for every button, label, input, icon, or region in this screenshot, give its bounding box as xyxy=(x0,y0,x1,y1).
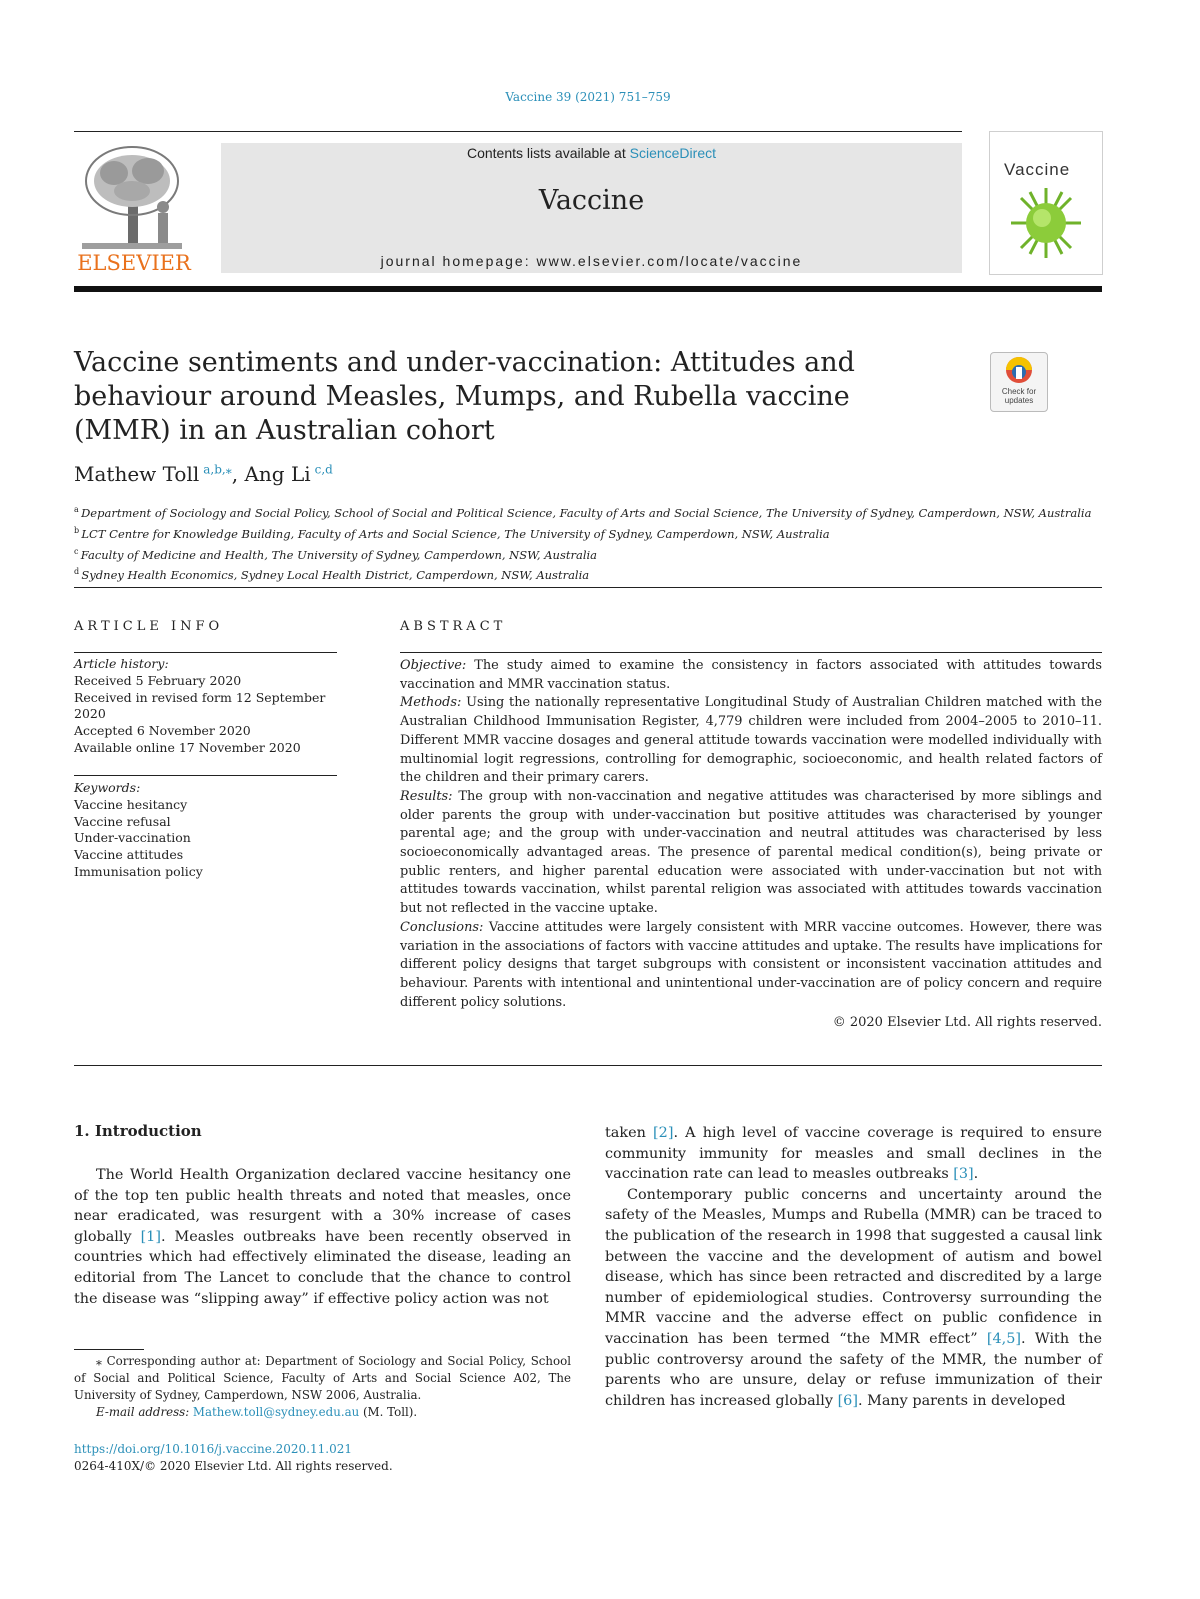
doi-block xyxy=(74,1441,393,1475)
affiliation-mark: a xyxy=(74,505,79,514)
keyword-item: Immunisation policy xyxy=(74,863,203,879)
body-text: . With the public controversy around the safety of the MMR, the number of parents who are unsure, delay or refuse immunization of their children has increased globally xyxy=(605,1330,1102,1409)
article-history xyxy=(74,656,344,757)
elsevier-logo xyxy=(74,143,194,275)
corresponding-author-note: ⁎ Corresponding author at: Department of Sociology and Social Policy, School of Social and Political Science, Faculty of Arts and Social Science A02, The University of Sydney, Camperdown, NSW 2006, Australia. xyxy=(74,1354,571,1402)
keyword-item: Under-vaccination xyxy=(74,830,191,846)
author-name[interactable]: Mathew Toll xyxy=(74,462,200,486)
publisher-name: ELSEVIER xyxy=(77,251,191,275)
keyword-item: Vaccine hesitancy xyxy=(74,796,188,812)
journal-homepage[interactable]: journal homepage: www.elsevier.com/locate/vaccine xyxy=(380,253,803,269)
abstract-methods xyxy=(400,694,1102,788)
body-paragraph xyxy=(605,1123,1102,1185)
article-title: Vaccine sentiments and under-vaccination: Attitudes and behaviour around Measles, Mumps, and Rubella vaccine (MMR) in an Australian cohort xyxy=(74,347,855,446)
body-paragraph xyxy=(605,1185,1102,1412)
citation-link[interactable]: [3] xyxy=(953,1166,974,1183)
email-label: E-mail address: xyxy=(96,1405,193,1419)
check-for-updates-button[interactable] xyxy=(990,352,1048,412)
body-text: Contemporary public concerns and uncertainty around the safety of the Measles, Mumps and Rubella (MMR) can be traced to the publication of the research in 1998 that suggested a causal link between the vaccine and the development of autism and bowel disease, which has since been retracted and discredited by a large number of epidemiological studies. Controversy surrounding the MMR vaccine and the adverse effect on public confidence in vaccination has been termed “the MMR effect” xyxy=(605,1186,1102,1347)
author-affiliation-marks[interactable]: a,b,⁎ xyxy=(203,462,232,477)
affiliation-item xyxy=(74,543,1114,564)
abstract-body xyxy=(400,657,1102,1012)
section-heading: 1. Introduction xyxy=(74,1122,202,1140)
author-list: Mathew Toll $^{a,b,⁎}$, Ang Li $^{c,d}$ xyxy=(74,462,333,486)
journal-name: Vaccine xyxy=(538,185,645,216)
cover-title: Vaccine xyxy=(1004,160,1071,179)
author-affiliation-marks[interactable]: c,d xyxy=(314,462,333,477)
issn-line: 0264-410X/© 2020 Elsevier Ltd. All rights reserved. xyxy=(74,1459,393,1473)
contents-prefix: Contents lists available at xyxy=(466,145,630,161)
body-column-left xyxy=(74,1165,571,1309)
citation-link[interactable]: [1] xyxy=(140,1228,161,1245)
sciencedirect-link[interactable]: ScienceDirect xyxy=(629,145,716,161)
results-text: The group with non-vaccination and negative attitudes was characterised by more siblings and older parents the group with under-vaccination but positive attitudes was characterised by younger parental age; and the group with under-vaccination and neutral attitudes was characterised by less socioeconomically advantaged areas. The presence of parental medical condition(s), being private or public renters, and higher parental education were associated with under-vaccination but not with attitudes towards vaccination, whilst parental religion was associated with attitudes towards vaccination but not reflected in the vaccine uptake. xyxy=(400,788,1102,917)
abstract-results xyxy=(400,788,1102,919)
affiliation-item xyxy=(74,522,1114,543)
affiliation-item xyxy=(74,501,1114,522)
body-rule xyxy=(74,1065,1102,1066)
article-info-rule xyxy=(74,652,337,653)
body-text: . Measles outbreaks have been recently observed in countries which had effectively eliminated the disease, leading an editorial from The Lancet to conclude that the chance to control the disease was “slipping away” if effective policy action was not xyxy=(74,1228,572,1307)
conclusions-label: Conclusions: xyxy=(400,919,484,935)
history-item: Accepted 6 November 2020 xyxy=(74,723,251,739)
article-info-heading: ARTICLE INFO xyxy=(74,619,224,634)
doi-link[interactable]: https://doi.org/10.1016/j.vaccine.2020.11.021 xyxy=(74,1442,352,1456)
methods-label: Methods: xyxy=(400,695,462,711)
objective-label: Objective: xyxy=(400,658,467,673)
journal-reference-link[interactable]: Vaccine 39 (2021) 751–759 xyxy=(505,90,671,104)
keyword-item: Vaccine attitudes xyxy=(74,847,184,863)
methods-text: Using the nationally representative Longitudinal Study of Australian Children matched with the Australian Childhood Immunisation Register, 4,779 children were included from 2004–2005 to 2010–11. Different MMR vaccine dosages and general attitude towards vaccination were modelled individually with multinomial logit regressions, controlling for demographic, socioeconomic, and health related factors of the children and their primary carers. xyxy=(400,695,1102,786)
crossmark-label: Check for updates xyxy=(1001,387,1037,405)
header-thick-rule xyxy=(74,286,1102,292)
keywords xyxy=(74,780,344,881)
body-text: The World Health Organization declared vaccine hesitancy one of the top ten public health threats and noted that measles, once near eradicated, was resurgent with a 30% increase of cases globally xyxy=(74,1167,571,1245)
history-label: Article history: xyxy=(74,656,169,671)
virus-icon xyxy=(990,132,1102,274)
abstract-conclusions xyxy=(400,919,1102,1013)
journal-cover xyxy=(989,131,1103,275)
body-text: taken xyxy=(605,1125,654,1141)
abstract-heading: ABSTRACT xyxy=(400,619,507,634)
affiliation-text: Department of Sociology and Social Policy, School of Social and Political Science, Faculty of Arts and Social Science, The University of Sydney, Camperdown, NSW, Australia xyxy=(81,505,1092,520)
abstract-objective xyxy=(400,657,1102,694)
affiliation-text: Faculty of Medicine and Health, The University of Sydney, Camperdown, NSW, Australia xyxy=(80,547,598,562)
email-line xyxy=(74,1404,571,1421)
body-text: . A high level of vaccine coverage is required to ensure community immunity for measles and small declines in the vaccination rate can lead to measles outbreaks xyxy=(605,1125,1102,1183)
affiliation-mark: c xyxy=(74,546,79,556)
corresponding-footnote xyxy=(74,1353,571,1421)
header-rule xyxy=(74,131,962,132)
history-item: Received in revised form 12 September 2020 xyxy=(74,689,326,722)
author-name[interactable]: Ang Li xyxy=(244,462,311,486)
objective-text: The study aimed to examine the consistency in factors associated with attitudes towards vaccination and MMR vaccination status. xyxy=(400,658,1102,692)
affiliation-mark: d xyxy=(74,567,80,577)
history-item: Available online 17 November 2020 xyxy=(74,739,301,755)
affiliation-text: LCT Centre for Knowledge Building, Faculty of Arts and Social Science, The University of Sydney, Camperdown, NSW, Australia xyxy=(81,526,830,541)
affiliations xyxy=(74,501,1114,584)
keyword-item: Vaccine refusal xyxy=(74,813,171,829)
email-suffix: (M. Toll). xyxy=(359,1405,418,1419)
email-link[interactable]: Mathew.toll@sydney.edu.au xyxy=(192,1405,360,1419)
journal-banner xyxy=(221,143,962,273)
citation-link[interactable]: [2] xyxy=(653,1125,674,1141)
affiliation-item xyxy=(74,563,1114,584)
citation-link[interactable]: [6] xyxy=(837,1392,858,1409)
keywords-rule xyxy=(74,775,337,776)
conclusions-text: Vaccine attitudes were largely consistent with MRR vaccine outcomes. However, there was variation in the associations of factors with vaccine attitudes and uptake. The results have implications for different policy designs that target subgroups with consistent or inconsistent vaccination attitudes and behaviour. Parents with intentional and unintentional under-vaccination are of policy concern and require different policy solutions. xyxy=(400,919,1102,1010)
crossmark-icon xyxy=(991,353,1047,387)
contents-line xyxy=(221,145,962,161)
footnote-rule xyxy=(74,1349,144,1350)
abstract-copyright: © 2020 Elsevier Ltd. All rights reserved. xyxy=(832,1015,1102,1030)
history-item: Received 5 February 2020 xyxy=(74,672,242,688)
body-text: . xyxy=(973,1166,979,1183)
results-label: Results: xyxy=(400,788,453,804)
section-rule xyxy=(74,587,1102,588)
affiliation-mark: b xyxy=(74,525,80,535)
body-column-right xyxy=(605,1123,1102,1411)
citation-link[interactable]: [4,5] xyxy=(986,1330,1021,1347)
body-text: . Many parents in developed xyxy=(857,1392,1066,1409)
keywords-label: Keywords: xyxy=(74,780,141,795)
body-paragraph xyxy=(74,1165,571,1309)
affiliation-text: Sydney Health Economics, Sydney Local Health District, Camperdown, NSW, Australia xyxy=(81,568,590,583)
abstract-rule xyxy=(400,652,1102,653)
